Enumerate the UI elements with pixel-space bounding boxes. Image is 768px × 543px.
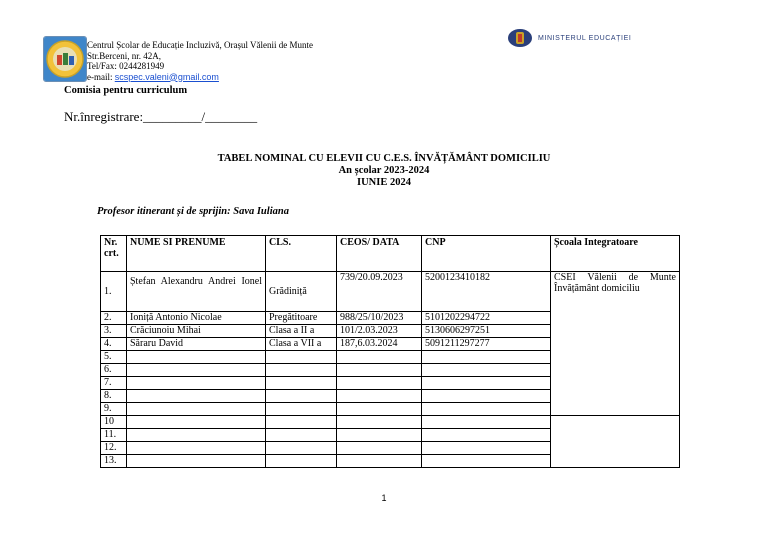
ministry-logo: [507, 28, 631, 48]
cell-class: [266, 416, 337, 429]
cell-nr: 2.: [101, 312, 127, 325]
cell-ceos: 988/25/10/2023: [337, 312, 422, 325]
cell-ceos: [337, 377, 422, 390]
cell-name: [127, 403, 266, 416]
cell-class: [266, 364, 337, 377]
cell-ceos: [337, 403, 422, 416]
cell-nr: 8.: [101, 390, 127, 403]
header-line: Centrul Școlar de Educație Incluzivă, Orașul Vălenii de Munte: [87, 40, 314, 50]
page-number: 1: [381, 493, 387, 503]
cell-ceos: [337, 429, 422, 442]
cell-cnp: 5200123410182: [422, 272, 551, 312]
cell-name: [127, 390, 266, 403]
cell-class: Grădiniță: [266, 272, 337, 312]
cell-class: Clasa a II a: [266, 325, 337, 338]
ministry-name: MINISTERUL EDUCAȚIEI: [538, 34, 632, 42]
header-line: Tel/Fax: 0244281949: [87, 61, 165, 71]
cell-name: [127, 442, 266, 455]
col-header-nr: Nr. crt.: [101, 236, 127, 272]
cell-class: [266, 351, 337, 364]
school-year: An școlar 2023-2024: [338, 165, 430, 176]
cell-ceos: [337, 390, 422, 403]
table-row: [101, 272, 680, 312]
cell-cnp: 5101202294722: [422, 312, 551, 325]
cell-ceos: 187,6.03.2024: [337, 338, 422, 351]
commission-label: Comisia pentru curriculum: [64, 85, 188, 96]
cell-nr: 5.: [101, 351, 127, 364]
cell-cnp: [422, 429, 551, 442]
email-link[interactable]: scspec.valeni@gmail.com: [114, 71, 219, 82]
cell-class: [266, 429, 337, 442]
cell-class: Clasa a VII a: [266, 338, 337, 351]
cell-nr: 10: [101, 416, 127, 429]
email-label: e-mail:: [87, 71, 115, 82]
cell-name: Ioniță Antonio Nicolae: [127, 312, 266, 325]
teacher-line: Profesor itinerant și de sprijin: Sava Iuliana: [97, 206, 289, 217]
cell-cnp: [422, 377, 551, 390]
cell-nr: 7.: [101, 377, 127, 390]
cell-name: [127, 455, 266, 468]
table-header-row: [101, 236, 680, 272]
cell-ceos: [337, 351, 422, 364]
coat-of-arms-icon: [507, 28, 533, 48]
title-line: TABEL NOMINAL CU ELEVII CU C.E.S. ÎNVĂȚĂMÂNT DOMICILIU: [217, 153, 551, 164]
cell-school: CSEI Vălenii de Munte Învățământ domiciliu: [551, 272, 680, 416]
cell-name: [127, 364, 266, 377]
cell-ceos: [337, 416, 422, 429]
cell-name: Ștefan Alexandru Andrei Ionel: [127, 272, 266, 312]
cell-nr: 12.: [101, 442, 127, 455]
col-header-class: CLS.: [266, 236, 337, 272]
cell-nr: 11.: [101, 429, 127, 442]
col-header-school: Școala Integratoare: [551, 236, 680, 272]
cell-nr: 6.: [101, 364, 127, 377]
document-title: [0, 153, 768, 189]
cell-name: Săraru David: [127, 338, 266, 351]
cell-cnp: [422, 351, 551, 364]
cell-class: [266, 377, 337, 390]
cell-cnp: [422, 416, 551, 429]
cell-cnp: [422, 455, 551, 468]
cell-cnp: 5130606297251: [422, 325, 551, 338]
cell-ceos: [337, 442, 422, 455]
cell-ceos: 739/20.09.2023: [337, 272, 422, 312]
cell-class: [266, 390, 337, 403]
cell-cnp: 5091211297277: [422, 338, 551, 351]
table-row: [101, 416, 680, 429]
cell-class: [266, 455, 337, 468]
cell-cnp: [422, 390, 551, 403]
registration-number: Nr.înregistrare:_________/________: [64, 109, 258, 124]
col-header-ceos: CEOS/ DATA: [337, 236, 422, 272]
cell-ceos: [337, 364, 422, 377]
cell-nr: 9.: [101, 403, 127, 416]
cell-class: [266, 442, 337, 455]
school-logo: [43, 36, 87, 82]
cell-cnp: [422, 364, 551, 377]
col-header-name: NUME SI PRENUME: [127, 236, 266, 272]
cell-name: [127, 429, 266, 442]
cell-nr: 4.: [101, 338, 127, 351]
institution-header: [87, 40, 313, 82]
cell-nr: 3.: [101, 325, 127, 338]
header-line: Str.Berceni, nr. 42A,: [87, 50, 161, 61]
cell-name: [127, 416, 266, 429]
cell-nr: 1.: [101, 272, 127, 312]
cell-class: Pregătitoare: [266, 312, 337, 325]
cell-nr: 13.: [101, 455, 127, 468]
cell-name: [127, 377, 266, 390]
cell-ceos: [337, 455, 422, 468]
cell-name: [127, 351, 266, 364]
cell-name: Crăciunoiu Mihai: [127, 325, 266, 338]
col-header-cnp: CNP: [422, 236, 551, 272]
email-line: [87, 72, 313, 83]
month-year: IUNIE 2024: [357, 177, 411, 188]
cell-ceos: 101/2.03.2023: [337, 325, 422, 338]
cell-cnp: [422, 403, 551, 416]
students-table: [100, 235, 680, 468]
cell-class: [266, 403, 337, 416]
cell-cnp: [422, 442, 551, 455]
cell-school-empty: [551, 416, 680, 468]
